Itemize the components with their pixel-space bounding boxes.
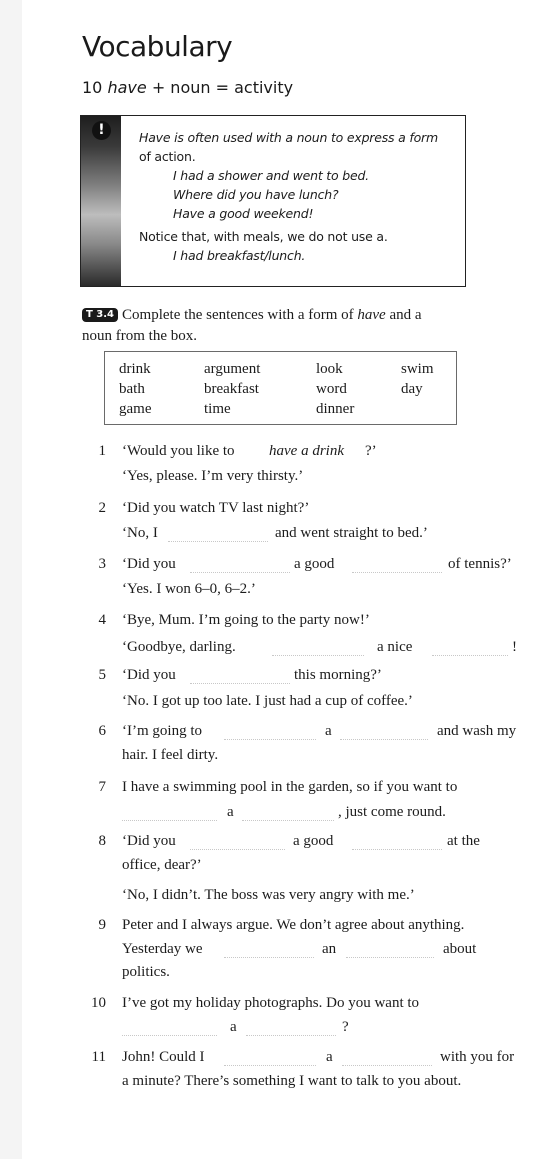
exclamation-icon: ! <box>92 121 111 140</box>
subheading-have: have <box>107 78 147 97</box>
sentence-11-part-d: a minute? There’s something I want to talk to you about. <box>122 1073 462 1089</box>
answer-blank[interactable] <box>190 665 290 684</box>
item-number: 1 <box>98 443 106 459</box>
answer-blank[interactable] <box>224 939 314 958</box>
sentence-4-part-b: ‘Goodbye, darling. <box>122 639 236 655</box>
sentence-6-part-a: ‘I’m going to <box>122 723 202 739</box>
sentence-8-part-a: ‘Did you <box>122 833 176 849</box>
answer-blank[interactable] <box>190 831 285 850</box>
note-example-1: I had a shower and went to bed. <box>173 168 369 183</box>
word-bath: bath <box>119 381 145 397</box>
sentence-3-part-b: a good <box>294 556 335 572</box>
item-number: 9 <box>98 917 106 933</box>
sentence-3-part-c: of tennis?’ <box>448 556 512 572</box>
sentence-7-part-c: , just come round. <box>338 804 446 820</box>
subheading-number: 10 <box>82 78 103 97</box>
sentence-6-part-d: hair. I feel dirty. <box>122 747 219 763</box>
note-text <box>139 128 459 265</box>
sentence-8-part-b: a good <box>293 833 334 849</box>
sentence-6-part-c: and wash my <box>437 723 517 739</box>
sentence-2-part-b: ‘No, I <box>122 525 158 541</box>
sentence-9-part-e: politics. <box>122 964 170 980</box>
exercise-instruction: T 3.4 Complete the sentences with a form of have and a noun from the box. <box>82 307 422 344</box>
sentence-9-part-d: about <box>443 941 477 957</box>
subheading-rest: + noun = activity <box>151 78 294 97</box>
word-drink: drink <box>119 361 151 377</box>
sentence-4-part-c: a nice <box>377 639 413 655</box>
answer-blank[interactable] <box>342 1047 432 1066</box>
audio-track-tag: T 3.4 <box>82 308 118 322</box>
word-argument: argument <box>204 361 261 377</box>
note-example-2: Where did you have lunch? <box>173 187 339 202</box>
item-number: 5 <box>98 667 106 683</box>
item-number: 4 <box>98 612 106 628</box>
answer-blank[interactable] <box>242 802 334 821</box>
sentence-1-part-a: ‘Would you like to <box>122 443 235 459</box>
sentence-9-part-a: Peter and I always argue. We don’t agree about anything. <box>122 917 465 933</box>
section-subheading <box>82 78 293 97</box>
item-number: 7 <box>98 779 106 795</box>
sentence-1-part-c: ?’ <box>365 443 377 459</box>
answer-blank[interactable] <box>122 802 217 821</box>
note-example-3: Have a good weekend! <box>173 206 314 221</box>
answer-blank[interactable] <box>272 637 364 656</box>
sentence-8-part-c: at the <box>447 833 480 849</box>
answer-blank[interactable] <box>190 554 290 573</box>
item-number: 2 <box>98 500 106 516</box>
note-side-strip <box>81 116 121 286</box>
item-number: 10 <box>91 995 106 1011</box>
sentence-5-part-a: ‘Did you <box>122 667 176 683</box>
word-swim: swim <box>401 361 434 377</box>
answer-blank[interactable] <box>432 637 508 656</box>
sentence-5-reply: ‘No. I got up too late. I just had a cup of coffee.’ <box>122 693 413 709</box>
sentence-2-question: ‘Did you watch TV last night?’ <box>122 500 310 516</box>
word-box <box>104 351 457 425</box>
word-breakfast: breakfast <box>204 381 259 397</box>
sentence-8-part-d: office, dear?’ <box>122 857 202 873</box>
sentence-8-reply: ‘No, I didn’t. The boss was very angry with me.’ <box>122 887 415 903</box>
answer-blank[interactable] <box>352 831 442 850</box>
answer-blank[interactable] <box>122 1017 217 1036</box>
answer-blank[interactable] <box>224 721 316 740</box>
sentence-11-part-a: John! Could I <box>122 1049 205 1065</box>
sentence-9-part-c: an <box>322 941 337 957</box>
sentence-6-part-b: a <box>325 723 332 739</box>
workbook-page <box>22 0 549 1159</box>
sentence-11-part-b: a <box>326 1049 333 1065</box>
answer-blank[interactable] <box>346 939 434 958</box>
sentence-9-part-b: Yesterday we <box>122 941 203 957</box>
sentence-1-reply: ‘Yes, please. I’m very thirsty.’ <box>122 468 304 484</box>
sentence-10-part-c: ? <box>342 1019 349 1035</box>
item-number: 8 <box>98 833 106 849</box>
sentence-10-part-b: a <box>230 1019 237 1035</box>
note-line-meals: Notice that, with meals, we do not use a. <box>139 229 388 244</box>
word-game: game <box>119 401 152 417</box>
page-title: Vocabulary <box>82 30 233 63</box>
word-word: word <box>316 381 347 397</box>
sentence-4-part-d: ! <box>512 639 517 655</box>
item-number: 11 <box>91 1049 106 1065</box>
note-line-1: Have is often used with a noun to express a form <box>139 130 438 145</box>
sentence-7-part-a: I have a swimming pool in the garden, so if you want to <box>122 779 458 795</box>
sentence-7-part-b: a <box>227 804 234 820</box>
answer-blank[interactable] <box>168 523 268 542</box>
item-number: 3 <box>98 556 106 572</box>
item-number: 6 <box>98 723 106 739</box>
sentence-1-example: have a drink <box>269 443 344 459</box>
sentence-10-part-a: I’ve got my holiday photographs. Do you want to <box>122 995 420 1011</box>
grammar-note-box <box>80 115 466 287</box>
note-line-2: of action. <box>139 149 196 164</box>
sentence-3-reply: ‘Yes. I won 6–0, 6–2.’ <box>122 581 256 597</box>
note-example-4: I had breakfast/lunch. <box>173 248 306 263</box>
sentence-4-part-a: ‘Bye, Mum. I’m going to the party now!’ <box>122 612 370 628</box>
sentence-2-part-c: and went straight to bed.’ <box>275 525 428 541</box>
word-dinner: dinner <box>316 401 355 417</box>
answer-blank[interactable] <box>246 1017 336 1036</box>
sentence-3-part-a: ‘Did you <box>122 556 176 572</box>
answer-blank[interactable] <box>352 554 442 573</box>
answer-blank[interactable] <box>224 1047 316 1066</box>
word-day: day <box>401 381 423 397</box>
answer-blank[interactable] <box>340 721 428 740</box>
word-look: look <box>316 361 343 377</box>
word-time: time <box>204 401 231 417</box>
sentence-5-part-b: this morning?’ <box>294 667 382 683</box>
sentence-11-part-c: with you for <box>440 1049 515 1065</box>
